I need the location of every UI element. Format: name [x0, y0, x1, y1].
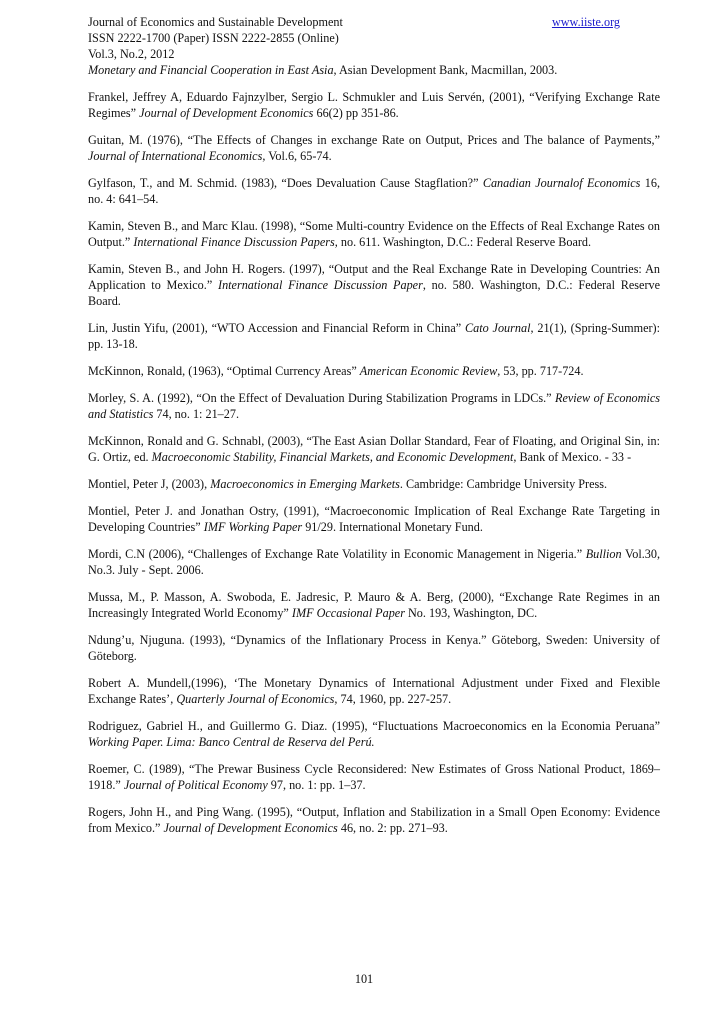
reference-title-italic: Bullion [585, 547, 622, 561]
reference-entry [88, 476, 660, 492]
header-journal-row [88, 14, 660, 30]
reference-text: 97, no. 1: pp. 1–37. [267, 778, 366, 792]
reference-entry [88, 363, 660, 379]
reference-text: Guitan, M. (1976), “The Effects of Changes in exchange Rate on Output, Prices and The balance of Payments,” [88, 133, 660, 147]
reference-text: 66(2) pp 351-86. [313, 106, 399, 120]
reference-list [88, 62, 660, 836]
reference-text: 21(1), (Spring-Summer): pp. 13-18. [88, 321, 661, 351]
reference-title-italic: Review of Economics and Statistics [88, 391, 660, 421]
reference-title-italic: Canadian Journalof Economics [482, 176, 641, 190]
reference-entry [88, 320, 660, 352]
reference-entry [88, 433, 660, 465]
reference-text: 16, no. 4: 641–54. [88, 176, 660, 206]
reference-title-italic: Journal of Development Economics [139, 106, 314, 120]
reference-entry [88, 62, 660, 78]
reference-text: Bank of Mexico. - 33 - [516, 450, 632, 464]
reference-text: 91/29. International Monetary Fund. [302, 520, 483, 534]
reference-text: . Cambridge: Cambridge University Press. [399, 477, 608, 491]
reference-text: Roemer, C. (1989), “The Prewar Business Cycle Reconsidered: New Estimates of Gross National Product, 1869–1918.” [88, 762, 660, 792]
reference-text: , 53, pp. 717-724. [497, 364, 584, 378]
reference-text: Robert A. Mundell,(1996), ‘The Monetary Dynamics of International Adjustment under Fixed and Flexible Exchange Rates’, [88, 676, 660, 706]
reference-entry [88, 218, 660, 250]
volume-line: Vol.3, No.2, 2012 [88, 47, 175, 61]
reference-text: Vol.30, No.3. July - Sept. 2006. [88, 547, 660, 577]
reference-title-italic: Macroeconomic Stability, Financial Markets, and Economic Development, [151, 450, 517, 464]
reference-text: Ndung’u, Njuguna. (1993), “Dynamics of the Inflationary Process in Kenya.” Göteborg, Sweden: University of Göteborg. [88, 633, 660, 663]
reference-text: 46, no. 2: pp. 271–93. [337, 821, 448, 835]
reference-text: No. 193, Washington, DC. [404, 606, 538, 620]
reference-entry [88, 175, 660, 207]
reference-text: Mordi, C.N (2006), “Challenges of Exchange Rate Volatility in Economic Management in Nigeria.” [88, 547, 586, 561]
reference-text: Montiel, Peter J. and Jonathan Ostry, (1991), “Macroeconomic Implication of Real Exchange Rate Targeting in Developing Countries” [88, 504, 660, 534]
reference-entry [88, 132, 660, 164]
reference-entry [88, 89, 660, 121]
reference-entry [88, 804, 660, 836]
reference-title-italic: International Finance Discussion Papers, [133, 235, 338, 249]
reference-text: Gylfason, T., and M. Schmid. (1983), “Does Devaluation Cause Stagflation?” [88, 176, 483, 190]
page-body [88, 14, 660, 847]
reference-title-italic: IMF Occasional Paper [291, 606, 405, 620]
reference-text: McKinnon, Ronald and G. Schnabl, (2003), “The East Asian Dollar Standard, Fear of Floating, and Original Sin, in: G. Ortiz, ed. [88, 434, 660, 464]
reference-entry [88, 261, 660, 309]
reference-title-italic: Quarterly Journal of Economics [176, 692, 335, 706]
reference-title-italic: American Economic Review [359, 364, 498, 378]
reference-text: Lin, Justin Yifu, (2001), “WTO Accession and Financial Reform in China” [88, 321, 465, 335]
reference-text: Frankel, Jeffrey A, Eduardo Fajnzylber, Sergio L. Schmukler and Luis Servén, (2001), “Verifying Exchange Rate Regimes” [88, 90, 660, 120]
reference-text: Mussa, M., P. Masson, A. Swoboda, E. Jadresic, P. Mauro & A. Berg, (2000), “Exchange Rate Regimes in an Increasingly Integrated World Economy” [88, 590, 660, 620]
reference-text: Kamin, Steven B., and Marc Klau. (1998), “Some Multi-country Evidence on the Effects of Real Exchange Rates on Output.” [88, 219, 660, 249]
reference-title-italic: Journal of Political Economy [123, 778, 268, 792]
reference-title-italic: Cato Journal, [465, 321, 534, 335]
reference-text: McKinnon, Ronald, (1963), “Optimal Currency Areas” [88, 364, 360, 378]
reference-title-italic: IMF Working Paper [203, 520, 303, 534]
reference-entry [88, 675, 660, 707]
running-header [88, 14, 660, 62]
reference-text: Rodriguez, Gabriel H., and Guillermo G. Diaz. (1995), “Fluctuations Macroeconomics en la Economia Peruana” [88, 719, 660, 733]
reference-entry [88, 718, 660, 750]
page-number: 101 [354, 972, 374, 986]
reference-entry [88, 589, 660, 621]
reference-title-italic: Monetary and Financial Cooperation in East Asia [88, 63, 334, 77]
reference-text: , Asian Development Bank, Macmillan, 2003. [333, 63, 558, 77]
reference-entry [88, 390, 660, 422]
journal-url-link[interactable]: www.iiste.org [551, 15, 620, 29]
reference-text: Vol.6, 65-74. [265, 149, 332, 163]
reference-text: 74, no. 1: 21–27. [153, 407, 239, 421]
reference-title-italic: International Finance Discussion Paper [218, 278, 423, 292]
reference-entry [88, 632, 660, 664]
reference-entry [88, 546, 660, 578]
issn-line: ISSN 2222-1700 (Paper) ISSN 2222-2855 (Online) [88, 31, 339, 45]
reference-text: Morley, S. A. (1992), “On the Effect of Devaluation During Stabilization Programs in LDCs.” [88, 391, 555, 405]
reference-title-italic: Journal of Development Economics [163, 821, 338, 835]
reference-title-italic: Working Paper. Lima: Banco Central de Reserva del Perú. [88, 735, 375, 749]
reference-text: Montiel, Peter J, (2003), [88, 477, 211, 491]
reference-text: no. 611. Washington, D.C.: Federal Reserve Board. [337, 235, 592, 249]
reference-text: Rogers, John H., and Ping Wang. (1995), “Output, Inflation and Stabilization in a Small Open Economy: Evidence from Mexico.” [88, 805, 660, 835]
reference-title-italic: Macroeconomics in Emerging Markets [210, 477, 400, 491]
journal-title: Journal of Economics and Sustainable Development [88, 15, 343, 29]
reference-text: , 74, 1960, pp. 227-257. [334, 692, 452, 706]
reference-text: , no. 580. Washington, D.C.: Federal Reserve Board. [88, 278, 660, 308]
reference-entry [88, 761, 660, 793]
reference-title-italic: Journal of International Economics, [88, 149, 266, 163]
reference-entry [88, 503, 660, 535]
reference-text: Kamin, Steven B., and John H. Rogers. (1997), “Output and the Real Exchange Rate in Developing Countries: An Application to Mexico.” [88, 262, 660, 292]
